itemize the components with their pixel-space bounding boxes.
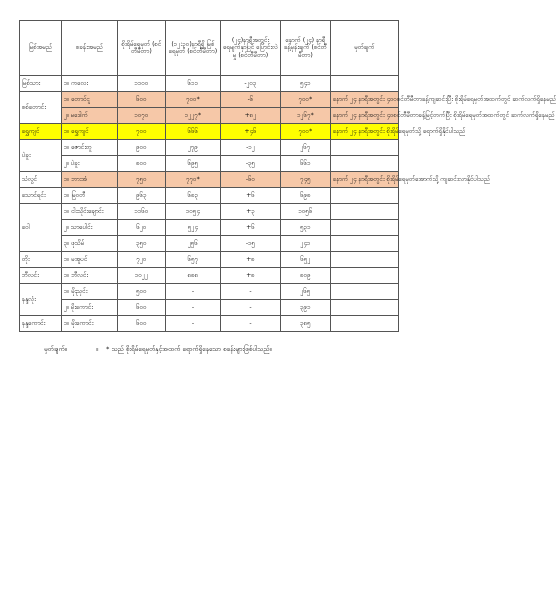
river-name: နန္ဒကောင်း bbox=[20, 316, 62, 332]
forecast-level: ၇၀၀* bbox=[281, 124, 331, 140]
footnote bbox=[44, 345, 271, 355]
header-danger-level: စိုးရိမ်ရေမှတ် (စင်တီမီတာ) bbox=[118, 21, 166, 76]
level-change: - bbox=[221, 300, 281, 316]
remark bbox=[331, 300, 399, 316]
table-row bbox=[20, 252, 399, 268]
station-name: ၁။ ဘားအံ bbox=[62, 172, 118, 188]
forecast-level: ၃၉၁ bbox=[281, 300, 331, 316]
table-row bbox=[20, 140, 399, 156]
water-level: - bbox=[166, 316, 221, 332]
station-name: ၂။ ပဲခူး bbox=[62, 156, 118, 172]
header-station: စခန်းအမည် bbox=[62, 21, 118, 76]
river-name: ဘီလင်း bbox=[20, 268, 62, 284]
remark bbox=[331, 284, 399, 300]
forecast-level: ၇၄၅ bbox=[281, 172, 331, 188]
forecast-level: ၆၅၂ bbox=[281, 252, 331, 268]
station-name: ၂။ သာပေါင်း bbox=[62, 220, 118, 236]
danger-level: ၇၅၀ bbox=[118, 172, 166, 188]
station-name: ၃။ ဖုသိမ် bbox=[62, 236, 118, 252]
forecast-level: ၇၀၀* bbox=[281, 92, 331, 108]
water-level: ၁၂၂၇* bbox=[166, 108, 221, 124]
header-change: (၂၄)နာရီအတွင်း ရေမျက်နှာပြင် ပြောင်းလဲမှု (စင်တီမီတာ) bbox=[221, 21, 281, 76]
station-name: ၁။ ဇောင်းတူ bbox=[62, 140, 118, 156]
table-row bbox=[20, 76, 399, 92]
table-row bbox=[20, 188, 399, 204]
remark bbox=[331, 140, 399, 156]
level-change: +၈ bbox=[221, 252, 281, 268]
forecast-level: ၆၆၁ bbox=[281, 156, 331, 172]
table-header-row bbox=[20, 21, 399, 76]
remark bbox=[331, 204, 399, 220]
water-level: ၇၇၀* bbox=[166, 172, 221, 188]
water-level: ၆၆၆ bbox=[166, 124, 221, 140]
table-row bbox=[20, 220, 399, 236]
station-name: ၁။ မိုးညှင်း bbox=[62, 284, 118, 300]
forecast-level: ၈၀၉ bbox=[281, 268, 331, 284]
station-name: ၁။ ငါးသိုင်းချောင်း bbox=[62, 204, 118, 220]
river-name: မြစ်သား bbox=[20, 76, 62, 92]
river-name: စစ်တောင်း bbox=[20, 92, 62, 124]
water-level: ၂၇၉ bbox=[166, 140, 221, 156]
level-change: +၈ bbox=[221, 268, 281, 284]
table-row bbox=[20, 316, 399, 332]
water-level: ၇၀၀* bbox=[166, 92, 221, 108]
river-name: နန္ဒလုံး bbox=[20, 284, 62, 316]
forecast-level: ၃၈၅ bbox=[281, 316, 331, 332]
station-name: ၁။ ကလေး bbox=[62, 76, 118, 92]
danger-level: ၇၂၀ bbox=[118, 252, 166, 268]
station-name: ၂။ မိုးကောင်း bbox=[62, 300, 118, 316]
water-level: ၆၁၁ bbox=[166, 76, 221, 92]
level-change: -၆၀ bbox=[221, 172, 281, 188]
water-level: ၆၉၅ bbox=[166, 156, 221, 172]
forecast-level: ၂၆၅ bbox=[281, 284, 331, 300]
remark bbox=[331, 220, 399, 236]
river-name: ပဲခူး bbox=[20, 140, 62, 172]
station-name: ၁။ မအူပင် bbox=[62, 252, 118, 268]
remark bbox=[331, 316, 399, 332]
remark bbox=[331, 252, 399, 268]
level-change: -၁၂ bbox=[221, 140, 281, 156]
forecast-level: ၁၂၆၇* bbox=[281, 108, 331, 124]
remark bbox=[331, 268, 399, 284]
danger-level: ၁၁၆၀ bbox=[118, 204, 166, 220]
remark bbox=[331, 156, 399, 172]
river-name: သံလွင် bbox=[20, 172, 62, 188]
level-change: +၄၆ bbox=[221, 124, 281, 140]
water-level: ၈၈၈ bbox=[166, 268, 221, 284]
level-change: -၁၅ bbox=[221, 236, 281, 252]
table-row bbox=[20, 204, 399, 220]
water-level: ၆၅၇ bbox=[166, 252, 221, 268]
footnote-separator: ။ bbox=[96, 345, 99, 353]
remark bbox=[331, 76, 399, 92]
table-row bbox=[20, 236, 399, 252]
remark: နောက် ၂၄ နာရီအတွင်း ၄၀၀စင်တီမီတာခန့်ကျဆင်းပြီး စိုးရိမ်ရေမှတ်အထက်တွင် ဆက်လက်ရှိနေမည် bbox=[331, 92, 399, 108]
remark: နောက် ၂၄ နာရီအတွင်း စိုးရိမ်ရေမှတ်အောက်သို့ ကျဆင်းလာနိုင်ပါသည် bbox=[331, 172, 399, 188]
header-river: မြစ်အမည် bbox=[20, 21, 62, 76]
station-name: ၁။ မြဝတီ bbox=[62, 188, 118, 204]
danger-level: ၉၆၃ bbox=[118, 188, 166, 204]
river-levels-table bbox=[19, 20, 556, 332]
danger-level: ၁၁၀၀ bbox=[118, 76, 166, 92]
level-change: +၆ bbox=[221, 188, 281, 204]
water-level: ၆၈၃ bbox=[166, 188, 221, 204]
forecast-level: ၅၄၁ bbox=[281, 76, 331, 92]
level-change: +၆ bbox=[221, 220, 281, 236]
header-water-level: (၁၂:၃၀)နာရီရှိ မြစ်ရေမှတ် (စင်တီမီတာ) bbox=[166, 21, 221, 76]
forecast-level: ၁၀၅၆ bbox=[281, 204, 331, 220]
table-row bbox=[20, 124, 399, 140]
station-name: ၁။ ဘီလင်း bbox=[62, 268, 118, 284]
level-change: -၃၅ bbox=[221, 156, 281, 172]
station-name: ၁။ မိုးကောင်း bbox=[62, 316, 118, 332]
station-name: ၁။ ရွှေကျင် bbox=[62, 124, 118, 140]
danger-level: ၁၀၂၂ bbox=[118, 268, 166, 284]
danger-level: ၉၀၀ bbox=[118, 140, 166, 156]
danger-level: ၆၂၀ bbox=[118, 220, 166, 236]
remark bbox=[331, 188, 399, 204]
forecast-level: ၂၄၁ bbox=[281, 236, 331, 252]
station-name: ၁။ တောင်ငူ bbox=[62, 92, 118, 108]
header-remark: မှတ်ချက် bbox=[331, 21, 399, 76]
table-row bbox=[20, 108, 399, 124]
table-row bbox=[20, 92, 399, 108]
water-level: ၁၀၅၄ bbox=[166, 204, 221, 220]
station-name: ၂။ မဒေါက် bbox=[62, 108, 118, 124]
water-level: ၅၂၄ bbox=[166, 220, 221, 236]
remark bbox=[331, 236, 399, 252]
forecast-level: ၂၆၇ bbox=[281, 140, 331, 156]
level-change: +၈၂ bbox=[221, 108, 281, 124]
header-forecast: နောက် (၂၄) နာရီ ခန့်မှန်းချက် (စင်တီမီတာ) bbox=[281, 21, 331, 76]
remark: နောက် ၂၄ နာရီအတွင်း ၄၀စင်တီမီတာခန့်မြင့်တက်ပြီး စိုးရိမ်ရေမှတ်အထက်တွင် ဆက်လက်ရှိနေမည် bbox=[331, 108, 399, 124]
footnote-label: မှတ်ချက်။ bbox=[44, 345, 67, 353]
table-row bbox=[20, 172, 399, 188]
danger-level: ၆၀၀ bbox=[118, 92, 166, 108]
danger-level: ၅၀၀ bbox=[118, 284, 166, 300]
danger-level: ၈၀၀ bbox=[118, 156, 166, 172]
remark: နောက် ၂၄ နာရီအတွင်း စိုးရိမ်ရေမှတ်သို့ ရောက်ရှိနိုင်ပါသည် bbox=[331, 124, 399, 140]
danger-level: ၇၀၀ bbox=[118, 124, 166, 140]
water-level: - bbox=[166, 300, 221, 316]
footnote-text: * သည် စိုးရိမ်ရေမှတ်နှင့်အထက် ရောက်ရှိနေသော စခန်းများဖြစ်ပါသည်။ bbox=[106, 345, 272, 353]
level-change: -၂၀၃ bbox=[221, 76, 281, 92]
danger-level: ၆၀၀ bbox=[118, 300, 166, 316]
forecast-level: ၅၃၁ bbox=[281, 220, 331, 236]
level-change: - bbox=[221, 284, 281, 300]
forecast-level: ၆၉၈ bbox=[281, 188, 331, 204]
table-row bbox=[20, 284, 399, 300]
danger-level: ၁၀၇၀ bbox=[118, 108, 166, 124]
river-name: ရွှေကျင် bbox=[20, 124, 62, 140]
danger-level: ၃၅၀ bbox=[118, 236, 166, 252]
table-row bbox=[20, 268, 399, 284]
level-change: -၆ bbox=[221, 92, 281, 108]
level-change: - bbox=[221, 316, 281, 332]
river-name: တိုး bbox=[20, 252, 62, 268]
danger-level: ၆၀၀ bbox=[118, 316, 166, 332]
table-row bbox=[20, 300, 399, 316]
water-level: ၂၅၆ bbox=[166, 236, 221, 252]
river-name: ဝေါ bbox=[20, 204, 62, 252]
level-change: +၃ bbox=[221, 204, 281, 220]
river-name: သောင်ရင်း bbox=[20, 188, 62, 204]
water-level: - bbox=[166, 284, 221, 300]
table-row bbox=[20, 156, 399, 172]
